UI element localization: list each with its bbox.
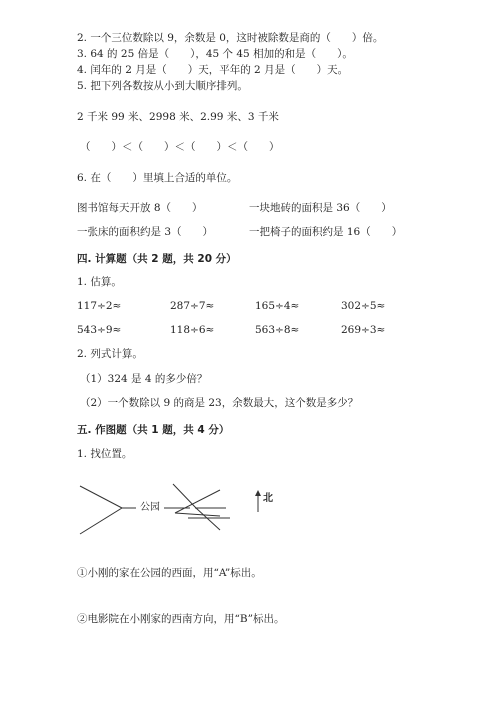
estimate-cell: 563÷8≈: [255, 324, 300, 336]
section-4-question-2-2: （2）一个数除以 9 的商是 23，余数最大，这个数是多少？: [80, 397, 359, 409]
section-4-question-2-1: （1）324 是 4 的多少倍？: [80, 373, 208, 385]
question-3: 3. 64 的 25 倍是（ ），45 个 45 相加的和是（ ）。: [77, 48, 353, 60]
estimate-cell: 165÷4≈: [255, 300, 300, 312]
map-road-line: [196, 508, 220, 530]
question-6-item-a: 图书馆每天开放 8（ ）: [77, 202, 203, 214]
question-4: 4. 闰年的 2 月是（ ）天，平年的 2 月是（ ）天。: [77, 64, 349, 76]
section-5-question-1: 1. 找位置。: [77, 448, 133, 460]
estimate-cell: 269÷3≈: [341, 324, 386, 336]
section-4-question-2: 2. 列式计算。: [77, 348, 143, 360]
question-6-item-d: 一把椅子的面积约是 16（ ）: [249, 226, 403, 238]
north-arrow-head: [255, 490, 261, 496]
question-5-blanks: （ ）＜（ ）＜（ ）＜（ ）: [80, 141, 280, 153]
estimate-cell: 302÷5≈: [341, 300, 386, 312]
estimate-cell: 117÷2≈: [77, 300, 122, 312]
question-6-item-c: 一张床的面积约是 3（ ）: [77, 226, 214, 238]
north-arrow: [252, 488, 282, 518]
map-road-line: [175, 513, 220, 516]
section-5-title: 五. 作图题（共 1 题，共 4 分）: [77, 424, 230, 436]
question-2: 2. 一个三位数除以 9，余数是 0，这时被除数是商的（ ）倍。: [77, 32, 384, 44]
question-5: 5. 把下列各数按从小到大顺序排列。: [77, 80, 248, 92]
question-5-values: 2 千米 99 米、2998 米、2.99 米、3 千米: [77, 111, 279, 123]
north-label: 北: [263, 493, 273, 504]
map-road-line: [80, 508, 122, 534]
section-4-question-1: 1. 估算。: [77, 276, 122, 288]
estimate-cell: 287÷7≈: [170, 300, 215, 312]
section-5-task-b: ②电影院在小刚家的西南方向，用“B”标出。: [77, 613, 285, 625]
map-road-line: [80, 486, 122, 508]
question-6: 6. 在（ ）里填上合适的单位。: [77, 172, 238, 184]
section-5-task-a: ①小刚的家在公园的西面，用“A”标出。: [77, 567, 262, 579]
estimate-cell: 118÷6≈: [170, 324, 215, 336]
park-label: 公园: [140, 502, 160, 513]
question-6-item-b: 一块地砖的面积是 36（ ）: [249, 202, 392, 214]
section-4-title: 四. 计算题（共 2 题，共 20 分）: [77, 253, 237, 265]
estimate-cell: 543÷9≈: [77, 324, 122, 336]
